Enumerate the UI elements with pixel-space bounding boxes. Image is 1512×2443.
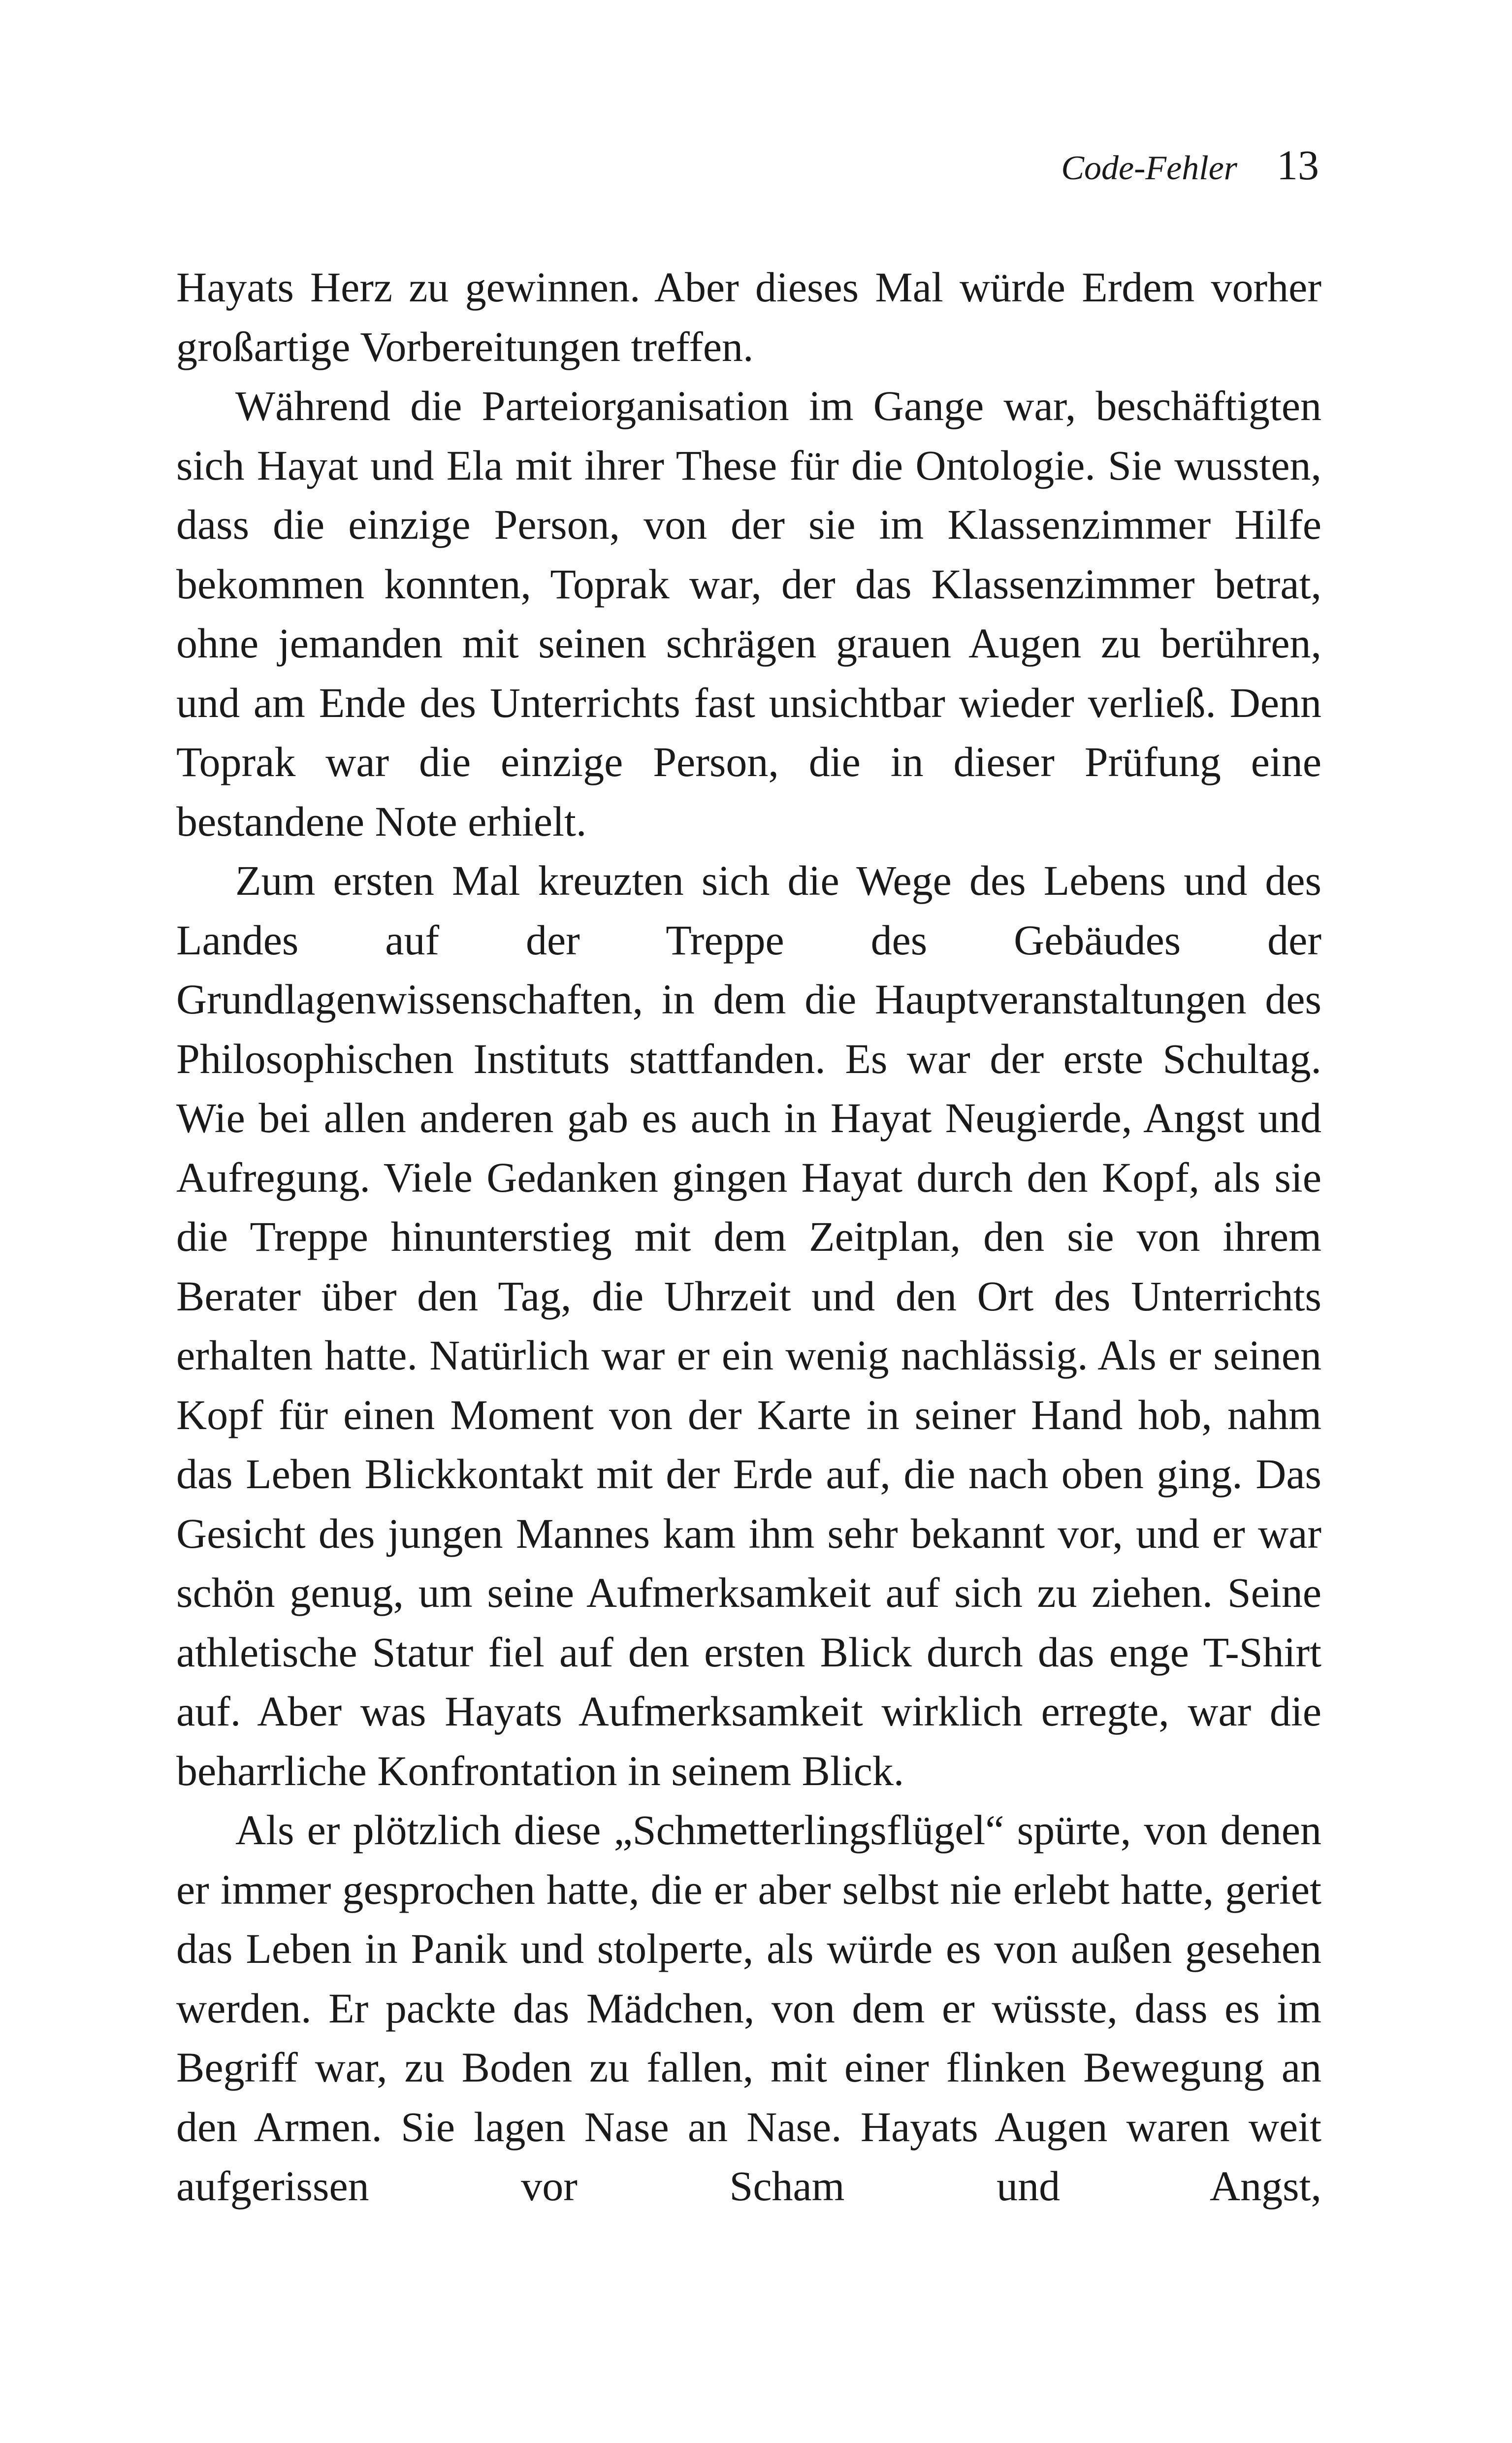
paragraph: Als er plötzlich diese „Schmetterlingsflügel“ spürte, von denen er immer gesprochen hatte, die er aber selbst nie erlebt hatte, geriet das Leben in Panik und stolperte, als würde es von außen gesehen werden. Er packte das Mädchen, von dem er wüsste, dass es im Begriff war, zu Boden zu fallen, mit einer flinken Bewegung an den Armen. Sie lagen Nase an Nase. Hayats Augen waren weit aufgerissen vor Scham und Angst, [176,1806,1321,2210]
paragraph: Während die Parteiorganisation im Gange war, beschäftigten sich Hayat und Ela mit ihrer These für die Ontologie. Sie wussten, dass die einzige Person, von der sie im Klassenzimmer Hilfe bekommen konnten, Toprak war, der das Klassenzimmer betrat, ohne jemanden mit seinen schrägen grauen Augen zu berühren, und am Ende des Unterrichts fast unsichtbar wieder verließ. Denn Toprak war die einzige Person, die in dieser Prüfung eine bestandene Note erhielt. [176,382,1321,845]
header-title: Code-Fehler [1061,149,1237,187]
page-number: 13 [1277,141,1319,189]
paragraph: Hayats Herz zu gewinnen. Aber dieses Mal würde Erdem vorher großartige Vorbereitungen treffen. [176,263,1321,370]
paragraph: Zum ersten Mal kreuzten sich die Wege des Lebens und des Landes auf der Treppe des Gebäudes der Grundlagenwissenschaften, in dem die Hauptveranstaltungen des Philosophischen Instituts stattfanden. Es war der erste Schultag. Wie bei allen anderen gab es auch in Hayat Neugierde, Angst und Aufregung. Viele Gedanken gingen Hayat durch den Kopf, als sie die Treppe hinunterstieg mit dem Zeitplan, den sie von ihrem Berater über den Tag, die Uhrzeit und den Ort des Unterrichts erhalten hatte. Natürlich war er ein wenig nachlässig. Als er seinen Kopf für einen Moment von der Karte in seiner Hand hob, nahm das Leben Blickkontakt mit der Erde auf, die nach oben ging. Das Gesicht des jungen Mannes kam ihm sehr bekannt vor, und er war schön genug, um seine Aufmerksamkeit auf sich zu ziehen. Seine athletische Statur fiel auf den ersten Blick durch das enge T-Shirt auf. Aber was Hayats Aufmerksamkeit wirklich erregte, war die beharrliche Konfrontation in seinem Blick. [176,857,1321,1794]
running-header [1061,140,1319,195]
body-text [176,258,1321,2216]
